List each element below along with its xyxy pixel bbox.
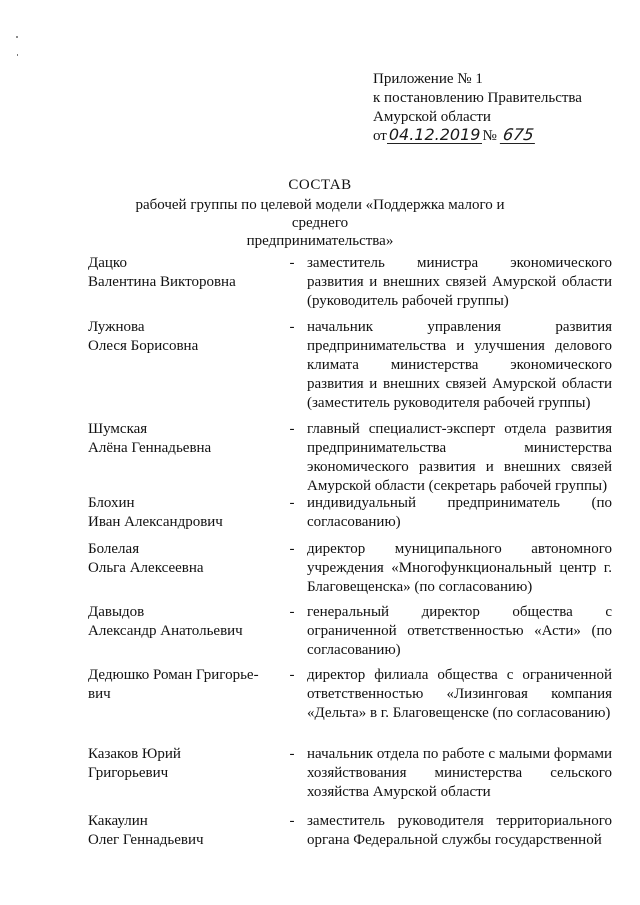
member-role: генеральный директор общества с ограниченной ответственностью «Асти» (по согласованию)	[307, 604, 612, 658]
handwritten-date: 04.12.2019	[388, 125, 481, 144]
member-name: Дацко Валентина Викторовна	[88, 255, 236, 290]
member-dash: -	[289, 421, 295, 437]
handwritten-number: 675	[501, 125, 535, 144]
appendix-region: Амурской области	[373, 109, 491, 125]
member-role: индивидуальный предприниматель (по согласованию)	[307, 495, 612, 530]
member-dash: -	[289, 255, 295, 271]
title-main: СОСТАВ	[288, 177, 352, 193]
from-label: от	[373, 128, 387, 144]
member-role: директор филиала общества с ограниченной ответственностью «Лизинговая компания «Дельта» в г. Благовещенске (по согласованию)	[307, 667, 612, 721]
title-subtitle-2: предпринимательства»	[246, 233, 394, 249]
member-dash: -	[289, 667, 295, 683]
appendix-resolution: к постановлению Правительства	[373, 90, 582, 106]
member-dash: -	[289, 319, 295, 335]
member-dash: -	[289, 495, 295, 511]
member-name: Какаулин Олег Геннадьевич	[88, 813, 204, 848]
member-name: Лужнова Олеся Борисовна	[88, 319, 199, 354]
member-dash: -	[289, 604, 295, 620]
title-subtitle-1: рабочей группы по целевой модели «Поддержка малого и среднего	[135, 197, 505, 231]
appendix-header	[373, 70, 623, 146]
member-name: Давыдов Александр Анатольевич	[88, 604, 243, 639]
member-name: Казаков Юрий Григорьевич	[88, 746, 181, 781]
appendix-date-number-line	[373, 127, 623, 146]
member-dash: -	[289, 746, 295, 762]
member-dash: -	[289, 541, 295, 557]
member-role: директор муниципального автономного учреждения «Многофункциональный центр г. Благовещенска» (по согласованию)	[307, 541, 612, 595]
member-dash: -	[289, 813, 295, 829]
member-role: начальник отдела по работе с малыми формами хозяйствования министерства сельского хозяйства Амурской области	[307, 746, 612, 800]
appendix-title: Приложение № 1	[373, 71, 483, 87]
member-role: заместитель министра экономического развития и внешних связей Амурской области (руководитель рабочей группы)	[307, 255, 612, 309]
scan-speck	[16, 36, 18, 38]
member-role: главный специалист-эксперт отдела развития предпринимательства министерства экономического развития и внешних связей Амурской области (секретарь рабочей группы)	[307, 421, 612, 494]
member-name: Болелая Ольга Алексеевна	[88, 541, 204, 576]
member-name: Шумская Алёна Геннадьевна	[88, 421, 212, 456]
member-role: начальник управления развития предпринимательства и улучшения делового климата министерства экономического развития и внешних связей Амурской области (заместитель руководителя рабочей группы)	[307, 319, 612, 411]
member-role: заместитель руководителя территориального органа Федеральной службы государственной	[307, 813, 612, 848]
scan-speck	[17, 54, 18, 56]
member-name: Блохин Иван Александрович	[88, 495, 223, 530]
number-label: №	[482, 128, 497, 144]
member-name: Дедюшко Роман Григорье- вич	[88, 667, 259, 702]
document-title	[120, 176, 520, 250]
